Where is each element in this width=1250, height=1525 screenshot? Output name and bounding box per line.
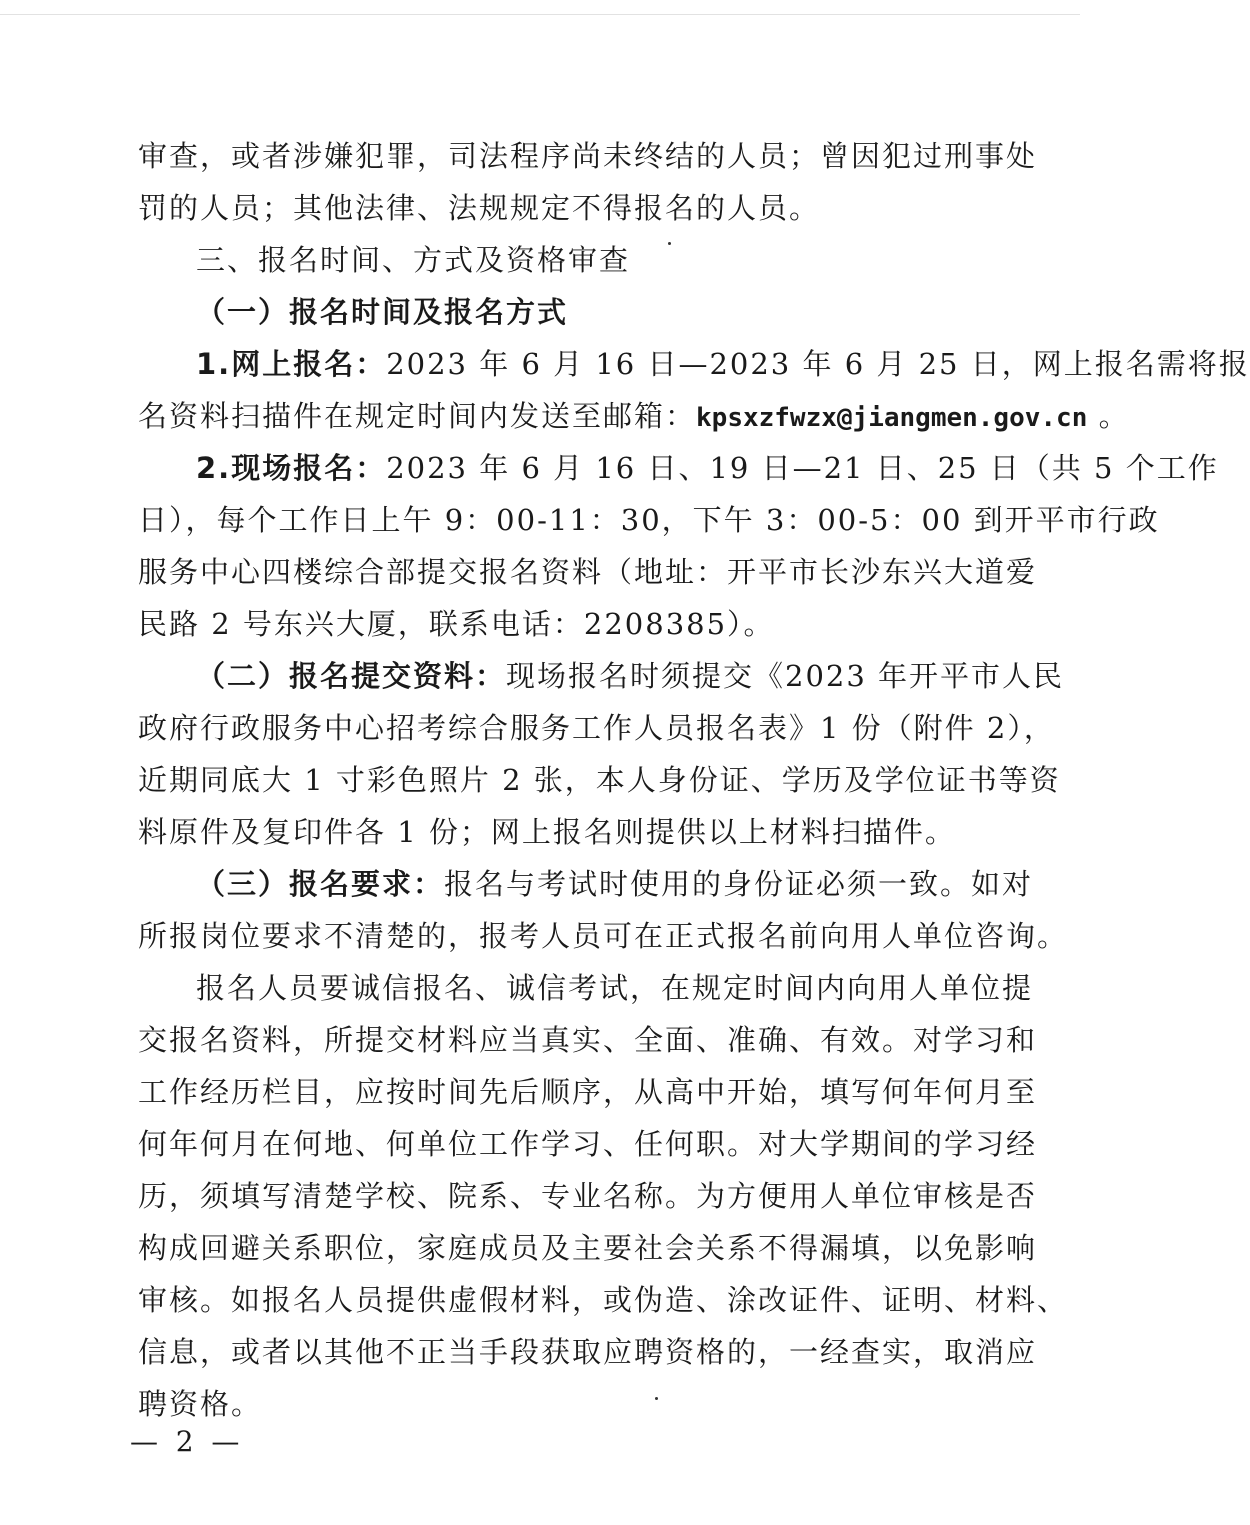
scan-speck: [655, 1397, 658, 1400]
sub-two-label: （二）报名提交资料：: [196, 659, 507, 693]
document-page: [138, 130, 1250, 1430]
sub-three-label: （三）报名要求：: [196, 867, 445, 901]
online-signup-text: 2023 年 6 月 16 日—2023 年 6 月 25 日，网上报名需将报: [386, 347, 1250, 381]
sub-three-line: [138, 858, 1034, 910]
paragraph-line: 料原件及复印件各 1 份；网上报名则提供以上材料扫描件。: [138, 815, 956, 849]
online-signup-text-2: 名资料扫描件在规定时间内发送至邮箱：: [138, 399, 697, 433]
top-rule: [0, 14, 1080, 15]
sub-one-heading: （一）报名时间及报名方式: [196, 295, 569, 329]
paragraph-line: 政府行政服务中心招考综合服务工作人员报名表》1 份（附件 2），: [138, 711, 1055, 745]
scan-speck: [668, 242, 671, 245]
paragraph-line: 所报岗位要求不清楚的，报考人员可在正式报名前向用人单位咨询。: [138, 919, 1069, 953]
paragraph-line: 日），每个工作日上午 9：00-11：30，下午 3：00-5：00 到开平市行政: [138, 503, 1160, 537]
paragraph-line: 罚的人员；其他法律、法规规定不得报名的人员。: [138, 191, 821, 225]
sub-three-text: 报名与考试时使用的身份证必须一致。如对: [444, 867, 1034, 901]
paragraph-line: 工作经历栏目，应按时间先后顺序，从高中开始，填写何年何月至: [138, 1075, 1038, 1109]
email-address: kpsxzfwzx@jiangmen.gov.cn: [696, 403, 1088, 433]
paragraph-line: 信息，或者以其他不正当手段获取应聘资格的，一经查实，取消应: [138, 1335, 1038, 1369]
online-signup-line-2: [138, 390, 1130, 442]
online-signup-label: 1.网上报名：: [196, 347, 387, 381]
onsite-signup-text: 2023 年 6 月 16 日、19 日—21 日、25 日（共 5 个工作: [386, 451, 1219, 485]
paragraph-line: 审查，或者涉嫌犯罪，司法程序尚未终结的人员；曾因犯过刑事处: [138, 139, 1038, 173]
onsite-signup-line: [138, 442, 1219, 494]
paragraph-line: 报名人员要诚信报名、诚信考试，在规定时间内向用人单位提: [196, 971, 1034, 1005]
paragraph-line: 近期同底大 1 寸彩色照片 2 张，本人身份证、学历及学位证书等资: [138, 763, 1061, 797]
paragraph-line: 审核。如报名人员提供虚假材料，或伪造、涂改证件、证明、材料、: [138, 1283, 1069, 1317]
paragraph-line: 交报名资料，所提交材料应当真实、全面、准确、有效。对学习和: [138, 1023, 1038, 1057]
sub-two-text: 现场报名时须提交《2023 年开平市人民: [506, 659, 1065, 693]
page-number: — 2 —: [130, 1425, 240, 1458]
paragraph-line: 历，须填写清楚学校、院系、专业名称。为方便用人单位审核是否: [138, 1179, 1038, 1213]
online-signup-suffix: 。: [1087, 399, 1130, 433]
section-three-heading: 三、报名时间、方式及资格审查: [196, 243, 631, 277]
paragraph-line: 聘资格。: [138, 1387, 263, 1421]
paragraph-line: 服务中心四楼综合部提交报名资料（地址：开平市长沙东兴大道爱: [138, 555, 1038, 589]
online-signup-line: [138, 338, 1250, 390]
paragraph-line: 民路 2 号东兴大厦，联系电话：2208385）。: [138, 607, 775, 641]
sub-two-line: [138, 650, 1065, 702]
onsite-signup-label: 2.现场报名：: [196, 451, 387, 485]
paragraph-line: 何年何月在何地、何单位工作学习、任何职。对大学期间的学习经: [138, 1127, 1038, 1161]
paragraph-line: 构成回避关系职位，家庭成员及主要社会关系不得漏填，以免影响: [138, 1231, 1038, 1265]
